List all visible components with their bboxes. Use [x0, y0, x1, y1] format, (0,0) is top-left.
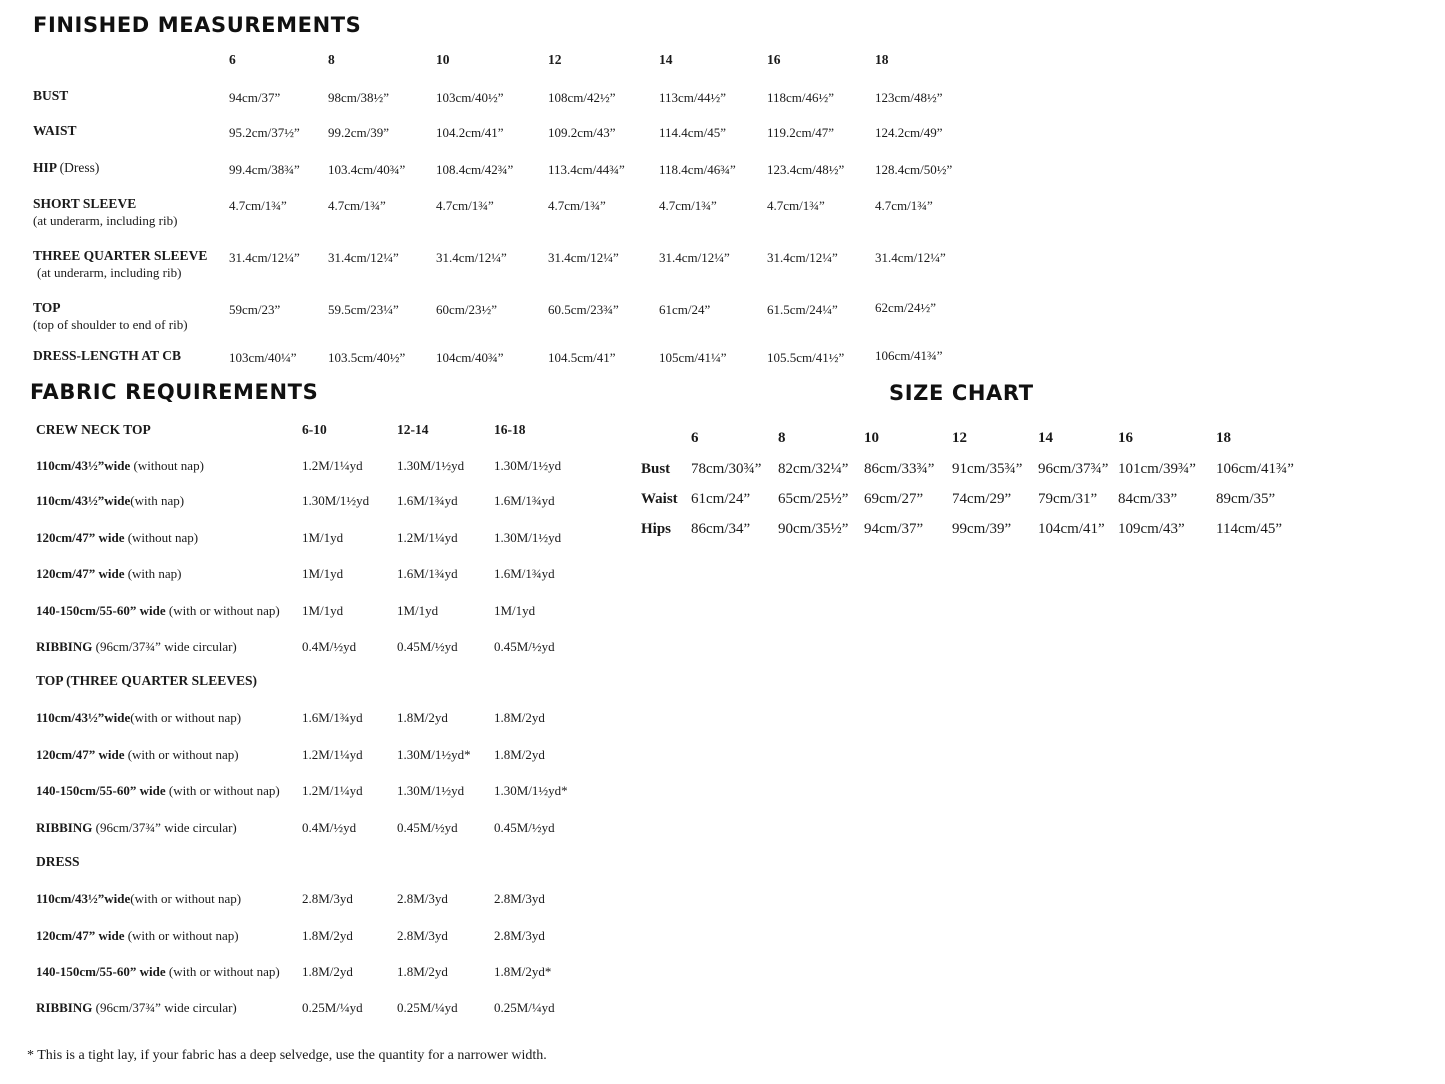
measurement-cell: 4.7cm/1¾”	[436, 198, 494, 213]
measurement-cell: 61.5cm/24¼”	[767, 302, 838, 317]
measurement-cell: 128.4cm/50½”	[875, 162, 953, 177]
measurement-sublabel: (at underarm, including rib)	[33, 213, 178, 228]
fabric-cell: 0.45M/½yd	[494, 820, 555, 835]
fabric-row-label	[36, 783, 280, 799]
fabric-note: (with or without nap)	[124, 747, 239, 762]
measurement-name: BUST	[33, 88, 69, 103]
fabric-row-label	[36, 458, 204, 474]
fabric-cell: 1M/1yd	[397, 603, 439, 618]
measurement-cell: 99.4cm/38¾”	[229, 162, 300, 177]
size-header-10: 10	[436, 52, 450, 67]
fabric-width: RIBBING	[36, 820, 93, 835]
fabric-cell: 2.8M/3yd	[494, 928, 545, 943]
size-chart-cell: 69cm/27”	[864, 491, 924, 507]
measurement-cell: 62cm/24½”	[875, 300, 937, 315]
fabric-cell: 0.4M/½yd	[302, 820, 357, 835]
fabric-row-label	[36, 964, 280, 980]
measurement-cell: 31.4cm/12¼”	[229, 250, 300, 265]
size-chart-header-12: 12	[952, 430, 967, 446]
measurement-cell: 99.2cm/39”	[328, 125, 390, 140]
measurement-cell: 108cm/42½”	[548, 90, 616, 105]
fabric-cell: 0.4M/½yd	[302, 639, 357, 654]
size-chart-cell: 79cm/31”	[1038, 491, 1098, 507]
size-chart-cell: 114cm/45”	[1216, 521, 1283, 537]
fabric-cell: 1.6M/1¾yd	[397, 566, 458, 581]
measurement-cell: 61cm/24”	[659, 302, 711, 317]
fabric-cell: 1.30M/1½yd	[397, 783, 465, 798]
fabric-row-label	[36, 1000, 237, 1016]
fabric-cell: 1.8M/2yd	[494, 747, 545, 762]
fabric-cell: 2.8M/3yd	[494, 891, 545, 906]
measurement-sublabel: (top of shoulder to end of rib)	[33, 317, 188, 332]
measurement-cell: 31.4cm/12¼”	[767, 250, 838, 265]
measurement-cell: 105.5cm/41½”	[767, 350, 845, 365]
measurement-cell: 104cm/40¾”	[436, 350, 504, 365]
measurement-name: THREE QUARTER SLEEVE	[33, 248, 208, 263]
measurement-note: (Dress)	[59, 160, 100, 175]
measurement-cell: 105cm/41¼”	[659, 350, 727, 365]
measurement-name: WAIST	[33, 123, 77, 138]
measurement-label	[33, 348, 181, 364]
measurement-cell: 98cm/38½”	[328, 90, 390, 105]
size-chart-cell: 104cm/41”	[1038, 521, 1105, 537]
fabric-section-title: TOP (THREE QUARTER SLEEVES)	[36, 673, 257, 688]
fabric-cell: 1.6M/1¾yd	[494, 493, 555, 508]
fabric-row-label	[36, 530, 198, 546]
size-chart-title: SIZE CHART	[889, 381, 1034, 405]
fabric-row-label	[36, 747, 239, 763]
size-chart-cell: 101cm/39¾”	[1118, 461, 1196, 477]
size-header-16: 16	[767, 52, 781, 67]
measurement-cell: 103cm/40½”	[436, 90, 504, 105]
fabric-width: 110cm/43½”wide	[36, 710, 131, 725]
fabric-note: (96cm/37¾” wide circular)	[92, 639, 237, 654]
measurement-cell: 109.2cm/43”	[548, 125, 616, 140]
size-header-12: 12	[548, 52, 562, 67]
footnote: * This is a tight lay, if your fabric has a deep selvedge, use the quantity for a narrower width.	[27, 1048, 547, 1063]
fabric-width: 120cm/47” wide	[36, 566, 125, 581]
fabric-note: (96cm/37¾” wide circular)	[92, 820, 237, 835]
size-chart-cell: 106cm/41¾”	[1216, 461, 1294, 477]
size-chart-cell: 90cm/35½”	[778, 521, 849, 537]
size-chart-header-14: 14	[1038, 430, 1053, 446]
size-header-6: 6	[229, 52, 236, 67]
measurement-cell: 113cm/44½”	[659, 90, 727, 105]
size-chart-cell: 86cm/34”	[691, 521, 751, 537]
fabric-cell: 1.2M/1¼yd	[397, 530, 458, 545]
measurement-cell: 123cm/48½”	[875, 90, 943, 105]
measurement-label	[33, 88, 68, 104]
fabric-row-label	[36, 603, 280, 619]
fabric-cell: 1.8M/2yd	[494, 710, 545, 725]
fabric-note: (with or without nap)	[165, 603, 280, 618]
fabric-cell: 0.25M/¼yd	[494, 1000, 555, 1015]
fabric-section-title: CREW NECK TOP	[36, 422, 151, 437]
fabric-cell: 0.25M/¼yd	[397, 1000, 458, 1015]
fabric-note: (96cm/37¾” wide circular)	[92, 1000, 237, 1015]
fabric-cell: 1.30M/1½yd*	[397, 747, 471, 762]
fabric-cell: 1.2M/1¼yd	[302, 458, 363, 473]
fabric-cell: 1.30M/1½yd*	[494, 783, 568, 798]
size-chart-row-label: Bust	[641, 461, 671, 477]
size-group-header: 16-18	[494, 422, 526, 437]
measurement-cell: 4.7cm/1¾”	[229, 198, 287, 213]
measurement-name: HIP	[33, 160, 57, 175]
measurement-cell: 108.4cm/42¾”	[436, 162, 514, 177]
fabric-cell: 1.30M/1½yd	[302, 493, 370, 508]
measurement-cell: 4.7cm/1¾”	[875, 198, 933, 213]
fabric-note: (with nap)	[130, 493, 185, 508]
fabric-cell: 2.8M/3yd	[397, 928, 448, 943]
fabric-cell: 2.8M/3yd	[302, 891, 353, 906]
measurement-cell: 103cm/40¼”	[229, 350, 297, 365]
fabric-note: (with nap)	[124, 566, 182, 581]
size-group-header: 12-14	[397, 422, 429, 437]
fabric-row-label	[36, 710, 241, 726]
fabric-width: RIBBING	[36, 1000, 93, 1015]
fabric-note: (with or without nap)	[165, 783, 280, 798]
measurement-cell: 104.2cm/41”	[436, 125, 504, 140]
fabric-cell: 1.8M/2yd*	[494, 964, 552, 979]
fabric-row-label	[36, 566, 182, 582]
measurement-sublabel: (at underarm, including rib)	[37, 265, 182, 280]
measurement-cell: 103.4cm/40¾”	[328, 162, 406, 177]
measurement-cell: 4.7cm/1¾”	[328, 198, 386, 213]
fabric-note: (with or without nap)	[124, 928, 239, 943]
measurement-label	[33, 123, 77, 139]
fabric-requirements-title: FABRIC REQUIREMENTS	[30, 380, 319, 404]
fabric-cell: 1.2M/1¼yd	[302, 783, 363, 798]
fabric-cell: 1.8M/2yd	[302, 928, 353, 943]
fabric-width: 140-150cm/55-60” wide	[36, 783, 166, 798]
fabric-cell: 0.45M/½yd	[397, 820, 458, 835]
fabric-note: (with or without nap)	[130, 710, 242, 725]
measurement-cell: 60cm/23½”	[436, 302, 498, 317]
fabric-width: 140-150cm/55-60” wide	[36, 964, 166, 979]
size-header-14: 14	[659, 52, 673, 67]
size-chart-header-10: 10	[864, 430, 879, 446]
measurement-cell: 94cm/37”	[229, 90, 281, 105]
measurement-cell: 31.4cm/12¼”	[659, 250, 730, 265]
measurement-label	[33, 160, 99, 176]
measurement-cell: 4.7cm/1¾”	[767, 198, 825, 213]
measurement-name: DRESS-LENGTH AT CB	[33, 348, 182, 363]
fabric-row-label	[36, 493, 184, 509]
size-chart-cell: 65cm/25½”	[778, 491, 849, 507]
fabric-cell: 0.45M/½yd	[494, 639, 555, 654]
measurement-cell: 31.4cm/12¼”	[436, 250, 507, 265]
fabric-cell: 1.8M/2yd	[302, 964, 353, 979]
fabric-cell: 1.2M/1¼yd	[302, 747, 363, 762]
fabric-cell: 1M/1yd	[494, 603, 536, 618]
size-chart-cell: 78cm/30¾”	[691, 461, 762, 477]
fabric-cell: 1M/1yd	[302, 566, 344, 581]
size-chart-cell: 109cm/43”	[1118, 521, 1185, 537]
measurement-name: TOP	[33, 300, 61, 315]
fabric-cell: 1.6M/1¾yd	[397, 493, 458, 508]
fabric-cell: 1.30M/1½yd	[494, 458, 562, 473]
size-chart-cell: 94cm/37”	[864, 521, 924, 537]
fabric-width: 110cm/43½”wide	[36, 493, 131, 508]
fabric-width: 110cm/43½”wide	[36, 458, 131, 473]
measurement-cell: 60.5cm/23¾”	[548, 302, 619, 317]
fabric-cell: 1M/1yd	[302, 530, 344, 545]
size-chart-header-8: 8	[778, 430, 786, 446]
size-chart-cell: 99cm/39”	[952, 521, 1012, 537]
measurement-cell: 118cm/46½”	[767, 90, 835, 105]
measurement-cell: 104.5cm/41”	[548, 350, 616, 365]
measurement-cell: 119.2cm/47”	[767, 125, 835, 140]
measurement-label	[33, 300, 188, 333]
fabric-row-label	[36, 639, 237, 655]
fabric-row-label	[36, 891, 241, 907]
size-chart-header-18: 18	[1216, 430, 1231, 446]
measurement-cell: 4.7cm/1¾”	[548, 198, 606, 213]
size-chart-cell: 91cm/35¾”	[952, 461, 1023, 477]
measurement-cell: 31.4cm/12¼”	[875, 250, 946, 265]
fabric-cell: 1M/1yd	[302, 603, 344, 618]
measurement-cell: 59cm/23”	[229, 302, 281, 317]
measurement-cell: 123.4cm/48½”	[767, 162, 845, 177]
size-chart-cell: 86cm/33¾”	[864, 461, 935, 477]
fabric-note: (with or without nap)	[130, 891, 242, 906]
measurement-cell: 124.2cm/49”	[875, 125, 943, 140]
fabric-note: (without nap)	[124, 530, 199, 545]
fabric-note: (with or without nap)	[165, 964, 280, 979]
measurement-name: SHORT SLEEVE	[33, 196, 137, 211]
fabric-cell: 1.8M/2yd	[397, 964, 448, 979]
size-chart-header-16: 16	[1118, 430, 1133, 446]
fabric-cell: 1.30M/1½yd	[397, 458, 465, 473]
measurement-cell: 59.5cm/23¼”	[328, 302, 399, 317]
fabric-row-label	[36, 820, 237, 836]
size-chart-cell: 74cm/29”	[952, 491, 1012, 507]
fabric-cell: 1.8M/2yd	[397, 710, 448, 725]
size-chart-cell: 96cm/37¾”	[1038, 461, 1109, 477]
fabric-width: 120cm/47” wide	[36, 928, 125, 943]
fabric-width: 120cm/47” wide	[36, 530, 125, 545]
measurement-label	[33, 248, 207, 281]
fabric-width: 120cm/47” wide	[36, 747, 125, 762]
size-chart-header-6: 6	[691, 430, 699, 446]
measurement-cell: 4.7cm/1¾”	[659, 198, 717, 213]
measurement-cell: 106cm/41¾”	[875, 348, 943, 363]
size-header-8: 8	[328, 52, 335, 67]
measurement-cell: 114.4cm/45”	[659, 125, 727, 140]
fabric-cell: 1.30M/1½yd	[494, 530, 562, 545]
measurement-cell: 118.4cm/46¾”	[659, 162, 736, 177]
size-chart-cell: 61cm/24”	[691, 491, 751, 507]
size-chart-cell: 82cm/32¼”	[778, 461, 849, 477]
size-chart-row-label: Hips	[641, 521, 672, 537]
fabric-cell: 0.25M/¼yd	[302, 1000, 363, 1015]
fabric-section-title: DRESS	[36, 854, 80, 869]
fabric-width: 140-150cm/55-60” wide	[36, 603, 166, 618]
size-header-18: 18	[875, 52, 889, 67]
fabric-width: RIBBING	[36, 639, 93, 654]
fabric-cell: 1.6M/1¾yd	[302, 710, 363, 725]
size-group-header: 6-10	[302, 422, 327, 437]
measurement-cell: 31.4cm/12¼”	[328, 250, 399, 265]
fabric-cell: 1.6M/1¾yd	[494, 566, 555, 581]
size-chart-cell: 89cm/35”	[1216, 491, 1276, 507]
measurement-cell: 113.4cm/44¾”	[548, 162, 625, 177]
measurement-cell: 95.2cm/37½”	[229, 125, 300, 140]
measurement-cell: 103.5cm/40½”	[328, 350, 406, 365]
fabric-cell: 2.8M/3yd	[397, 891, 448, 906]
measurement-cell: 31.4cm/12¼”	[548, 250, 619, 265]
fabric-width: 110cm/43½”wide	[36, 891, 131, 906]
measurement-label	[33, 196, 177, 229]
fabric-note: (without nap)	[130, 458, 204, 473]
fabric-row-label	[36, 928, 239, 944]
size-chart-row-label: Waist	[641, 491, 678, 507]
size-chart-cell: 84cm/33”	[1118, 491, 1178, 507]
finished-measurements-title: FINISHED MEASUREMENTS	[33, 13, 362, 37]
fabric-cell: 0.45M/½yd	[397, 639, 458, 654]
